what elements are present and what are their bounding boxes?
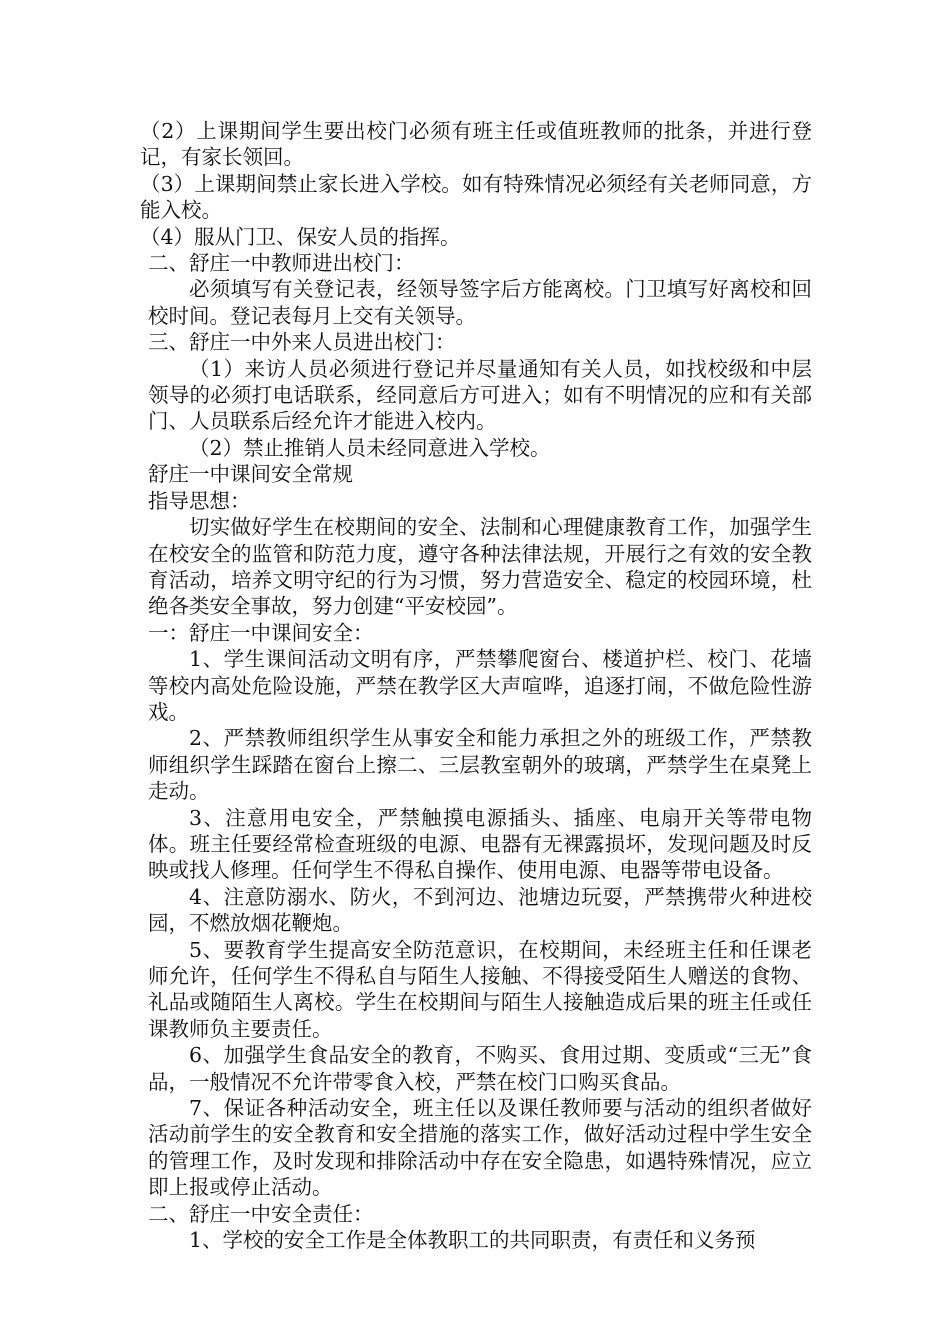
section-heading-safety-duty: 二、舒庄一中安全责任： <box>148 1201 374 1226</box>
paragraph-3: （4）服从门卫、保安人员的指挥。 <box>140 224 461 249</box>
paragraph-18: 6、加强学生食品安全的教育，不购买、食用过期、变质或“三无”食品，一般情况不允许带零食入校，严禁在校门口购买食品。 <box>148 1043 812 1094</box>
document-title-break-safety: 舒庄一中课间安全常规 <box>148 462 353 487</box>
paragraph-7: （1）来访人员必须进行登记并尽量通知有关人员，如找校级和中层领导的必须打电话联系，经同意后方可进入；如有不明情况的应和有关部门、人员联系后经允许才能进入校内。 <box>148 356 812 434</box>
paragraph-21: 1、学校的安全工作是全体教职工的共同职责，有责任和义务预 <box>189 1228 756 1253</box>
paragraph-2: （3）上课期间禁止家长进入学校。如有特殊情况必须经有关老师同意，方能入校。 <box>140 171 812 223</box>
paragraph-13: 1、学生课间活动文明有序，严禁攀爬窗台、楼道护栏、校门、花墙等校内高处危险设施，严禁在教学区大声喧哗，追逐打闹，不做危险性游戏。 <box>148 647 812 724</box>
paragraph-8: （2）禁止推销人员未经同意进入学校。 <box>189 435 551 460</box>
paragraph-1: （2）上课期间学生要出校门必须有班主任或值班教师的批条，并进行登记，有家长领回。 <box>140 119 812 170</box>
paragraph-17: 5、要教育学生提高安全防范意识，在校期间，未经班主任和任课老师允许，任何学生不得私自与陌生人接触、不得接受陌生人赠送的食物、礼品或随陌生人离校。学生在校期间与陌生人接触造成后果的班主任或任课教师负主要责任。 <box>148 937 812 1041</box>
paragraph-14: 2、严禁教师组织学生从事安全和能力承担之外的班级工作，严禁教师组织学生踩踏在窗台上擦二、三层教室朝外的玻璃，严禁学生在桌凳上走动。 <box>148 726 812 804</box>
paragraph-5: 必须填写有关登记表，经领导签字后方能离校。门卫填写好离校和回校时间。登记表每月上交有关领导。 <box>148 277 812 328</box>
paragraph-16: 4、注意防溺水、防火，不到河边、池塘边玩耍，严禁携带火种进校园，不燃放烟花鞭炮。 <box>148 884 812 936</box>
paragraph-11: 切实做好学生在校期间的安全、法制和心理健康教育工作，加强学生在校安全的监管和防范力度，遵守各种法律法规，开展行之有效的安全教育活动，培养文明守纪的行为习惯，努力营造安全、稳定的校园环境，杜绝各类安全事故，努力创建“平安校园”。 <box>148 515 812 619</box>
guiding-ideology-heading: 指导思想： <box>148 488 251 513</box>
paragraph-19: 7、保证各种活动安全，班主任以及课任教师要与活动的组织者做好活动前学生的安全教育和安全措施的落实工作，做好活动过程中学生安全的管理工作，及时发现和排除活动中存在安全隐患，如遇特殊情况，应立即上报或停止活动。 <box>148 1096 812 1200</box>
section-heading-break-safety: 一：舒庄一中课间安全： <box>148 620 374 645</box>
section-heading-teachers: 二、舒庄一中教师进出校门： <box>148 251 415 276</box>
paragraph-15: 3、注意用电安全，严禁触摸电源插头、插座、电扇开关等带电物体。班主任要经常检查班级的电源、电器有无裸露损坏，发现问题及时反映或找人修理。任何学生不得私自操作、使用电源、电器等带电设备。 <box>148 805 812 883</box>
document-page <box>140 118 812 1253</box>
section-heading-visitors: 三、舒庄一中外来人员进出校门： <box>148 330 456 355</box>
